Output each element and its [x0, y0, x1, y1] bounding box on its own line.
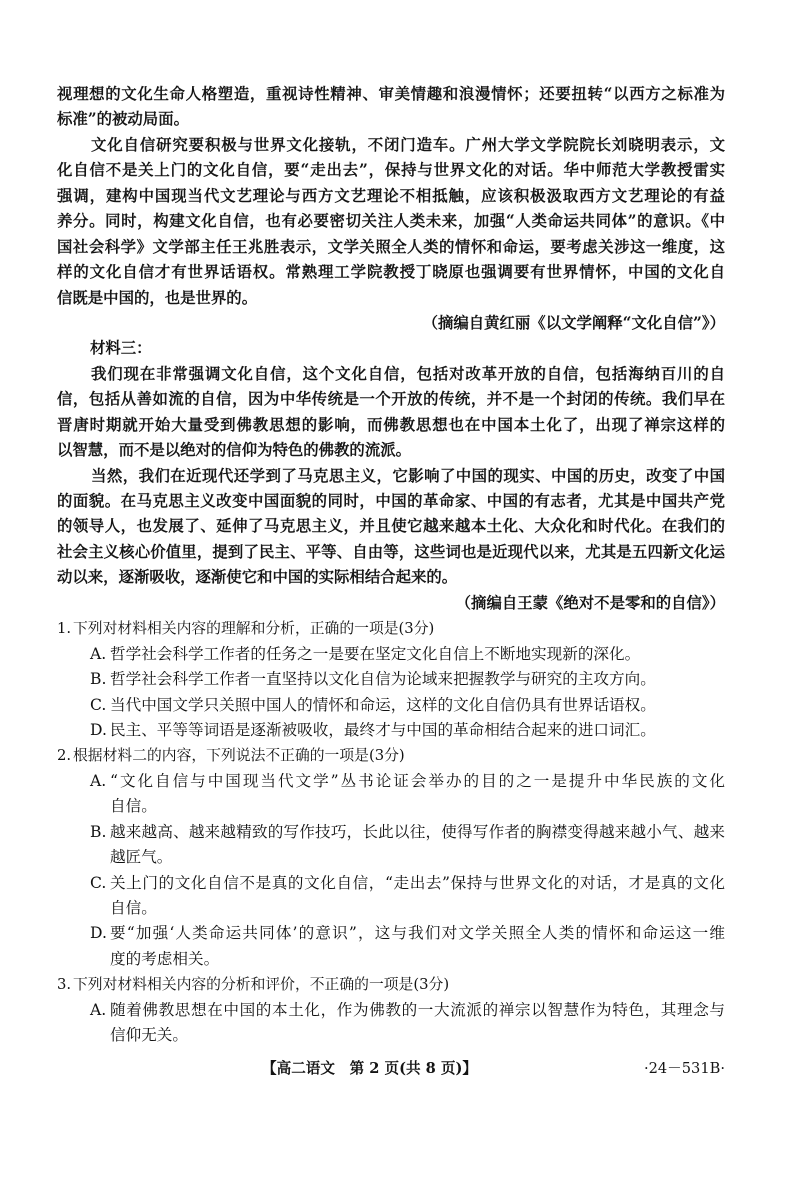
option-text-line: 自信。	[110, 797, 157, 816]
page-content	[57, 82, 725, 1049]
option-label: A.	[90, 644, 107, 663]
option-text-line: 当代中国文学只关照中国人的情怀和命运，这样的文化自信仍具有世界话语权。	[110, 695, 656, 714]
material-three-excerpt	[57, 362, 725, 591]
passage-line: 样的文化自信才有世界话语权。常熟理工学院教授丁晓原也强调要有世界情怀，中国的文化自	[57, 263, 725, 282]
passage-line: 信，包括从善如流的自信，因为中华传统是一个开放的传统，并不是一个封闭的传统。我们早在	[57, 390, 725, 409]
footer-page-info: 【高二语文 第 2 页(共 8 页)】	[262, 1060, 477, 1077]
passage-line: 我们现在非常强调文化自信，这个文化自信，包括对改革开放的自信，包括海纳百川的自	[91, 364, 725, 383]
option-d	[57, 921, 725, 972]
option-text-line: “文化自信与中国现当代文学”丛书论证会举办的目的之一是提升中华民族的文化	[110, 771, 725, 790]
question-number: 1.	[57, 620, 72, 638]
question-stem	[57, 972, 725, 997]
option-text-line: 越来越高、越来越精致的写作技巧，长此以往，使得写作者的胸襟变得越来越小气、越来	[110, 822, 725, 841]
option-text-line: 哲学社会科学工作者的任务之一是要在坚定文化自信上不断地实现新的深化。	[110, 644, 641, 663]
option-text-line: 度的考虑相关。	[110, 949, 220, 968]
option-text-line: 越匠气。	[110, 848, 173, 867]
option-d	[57, 718, 725, 743]
option-label: D.	[90, 924, 107, 943]
passage-line: 的面貌。在马克思主义改变中国面貌的同时，中国的革命家、中国的有志者，尤其是中国共产党	[57, 492, 725, 510]
question-number: 2.	[57, 747, 72, 765]
question-stem-text: 下列对材料相关内容的理解和分析，正确的一项是(3分)	[73, 620, 435, 638]
option-a	[57, 769, 725, 820]
passage-line: 动以来，逐渐吸收，逐渐使它和中国的实际相结合起来的。	[57, 568, 458, 587]
option-text-line: 哲学社会科学工作者一直坚持以文化自信为论域来把握教学与研究的主攻方向。	[110, 670, 656, 689]
option-label: C.	[90, 873, 107, 892]
question-stem-text: 下列对材料相关内容的分析和评价，不正确的一项是(3分)	[73, 976, 450, 994]
option-text-line: 信仰无关。	[110, 1026, 188, 1045]
passage-line: 以智慧，而不是以绝对的信仰为特色的佛教的流派。	[57, 441, 411, 460]
option-label: D.	[90, 720, 107, 739]
passage-line: 信既是中国的，也是世界的。	[57, 288, 258, 307]
footer-exam-code: ·24－531B·	[643, 1060, 725, 1077]
passage-line: 化自信不是关上门的文化自信，要“走出去”，保持与世界文化的对话。华中师范大学教授雷实	[57, 161, 725, 180]
passage-line: 当然，我们在近现代还学到了马克思主义，它影响了中国的现实、中国的历史，改变了中国	[91, 466, 725, 485]
option-text-line: 随着佛教思想在中国的本土化，作为佛教的一大流派的禅宗以智慧作为特色，其理念与	[110, 1000, 725, 1019]
option-label: A.	[90, 1000, 107, 1019]
option-text-line: 要“加强‘人类命运共同体’的意识”，这与我们对文学关照全人类的情怀和命运这一维	[110, 924, 725, 943]
question-2	[57, 743, 725, 972]
option-text-line: 民主、平等等词语是逐渐被吸收，最终才与中国的革命相结合起来的进口词汇。	[110, 720, 656, 739]
option-b	[57, 667, 725, 692]
passage-line: 社会主义核心价值里，提到了民主、平等、自由等，这些词也是近现代以来，尤其是五四新文化运	[57, 542, 725, 561]
passage-line: 晋唐时期就开始大量受到佛教思想的影响，而佛教思想也在中国本土化了，出现了禅宗这样的	[57, 415, 725, 434]
question-1	[57, 616, 725, 743]
source-citation: （摘编自王蒙《绝对不是零和的自信》）	[455, 593, 725, 612]
option-b	[57, 820, 725, 871]
question-stem	[57, 743, 725, 768]
option-label: B.	[90, 670, 107, 689]
option-c	[57, 693, 725, 718]
option-label: C.	[90, 695, 107, 714]
passage-line: 养分。同时，构建文化自信，也有必要密切关注人类未来，加强“人类命运共同体”的意识。《中	[57, 212, 725, 231]
question-3	[57, 972, 725, 1048]
passage-line: 强调，建构中国现当代文艺理论与西方文艺理论不相抵触，应该积极汲取西方文艺理论的有益	[57, 186, 725, 205]
question-number: 3.	[57, 976, 72, 994]
question-stem-text: 根据材料二的内容，下列说法不正确的一项是(3分)	[73, 747, 405, 765]
option-label: B.	[90, 822, 107, 841]
question-stem	[57, 616, 725, 641]
option-a	[57, 998, 725, 1049]
option-text-line: 关上门的文化自信不是真的文化自信，“走出去”保持与世界文化的对话，才是真的文化	[110, 873, 725, 892]
passage-line: 视理想的文化生命人格塑造，重视诗性精神、审美情趣和浪漫情怀；还要扭转“以西方之标准为	[57, 85, 725, 103]
option-c	[57, 871, 725, 922]
material-two-excerpt	[57, 82, 725, 311]
source-citation: （摘编自黄红丽《以文学阐释“文化自信”》）	[422, 313, 725, 332]
option-label: A.	[90, 771, 107, 790]
option-a	[57, 642, 725, 667]
passage-line: 的领导人，也发展了、延伸了马克思主义，并且使它越来越本土化、大众化和时代化。在我们的	[57, 517, 725, 536]
page-footer	[0, 1056, 794, 1081]
passage-line: 文化自信研究要积极与世界文化接轨，不闭门造车。广州大学文学院院长刘晓明表示，文	[91, 135, 725, 154]
option-text-line: 自信。	[110, 899, 157, 917]
material-heading: 材料三：	[90, 339, 152, 358]
passage-line: 标准”的被动局面。	[57, 110, 189, 129]
passage-line: 国社会科学》文学部主任王兆胜表示，文学关照全人类的情怀和命运，要考虑关涉这一维度，这	[57, 237, 725, 256]
